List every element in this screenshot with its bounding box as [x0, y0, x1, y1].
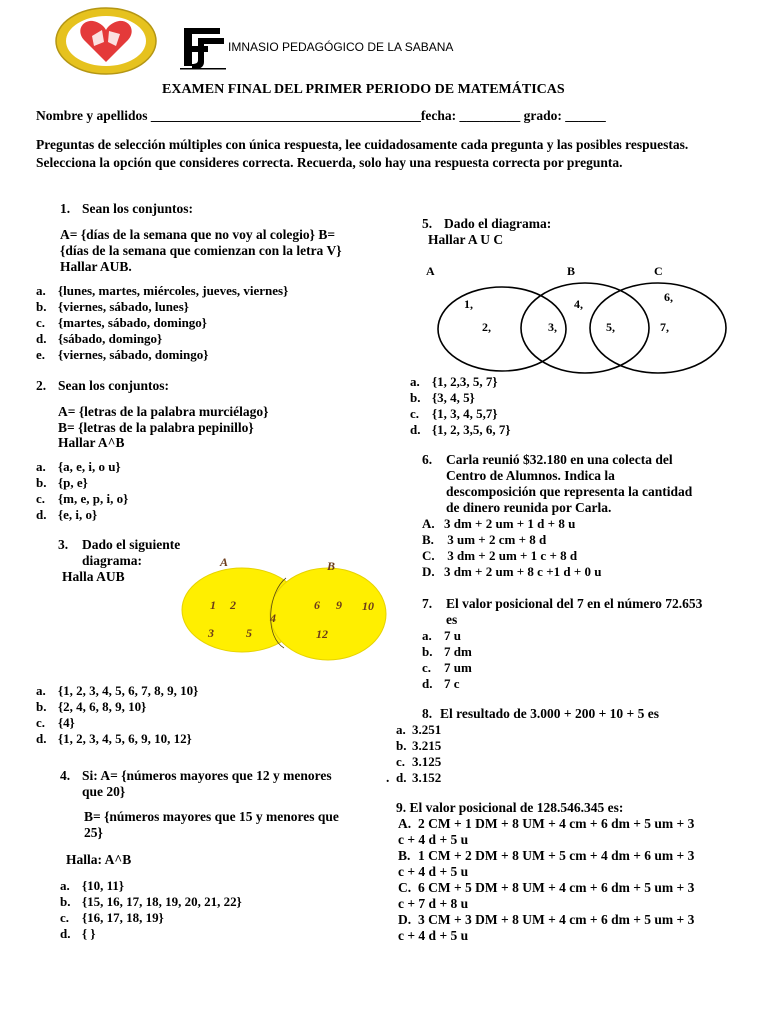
q1-option-letter: b.	[36, 299, 47, 314]
q7-option-letter: a.	[422, 628, 432, 643]
q1-option-c[interactable]	[36, 315, 207, 331]
q1-option-letter: d.	[36, 331, 47, 346]
venn-label-a: A	[426, 264, 435, 278]
q4-option-letter: b.	[60, 894, 71, 909]
q6-option-letter: C.	[422, 548, 435, 563]
q5-option-text: {1, 2, 3,5, 6, 7}	[432, 422, 511, 437]
q4-line-2: que 20}	[82, 784, 126, 799]
q4-option-b[interactable]	[60, 894, 242, 910]
q7-option-letter: b.	[422, 644, 433, 659]
q8-option-c[interactable]	[396, 754, 441, 770]
q5-option-letter: a.	[410, 374, 420, 389]
q7-option-letter: d.	[422, 676, 433, 691]
q3-option-text: {2, 4, 6, 8, 9, 10}	[58, 699, 147, 714]
q4-option-letter: c.	[60, 910, 70, 925]
q6-option-letter: A.	[422, 516, 435, 531]
q9-option-text: 3 CM + 3 DM + 8 UM + 4 cm + 6 dm + 5 um + 3	[418, 912, 695, 927]
q6-option-letter: D.	[422, 564, 435, 579]
q6-option-text: 3 um + 2 cm + 8 d	[444, 532, 547, 547]
venn-value: 6	[314, 598, 320, 612]
q9-option-text-cont: c + 7 d + 8 u	[398, 896, 469, 911]
q3-option-text: {1, 2, 3, 4, 5, 6, 7, 8, 9, 10}	[58, 683, 199, 698]
venn-value: 4	[270, 611, 276, 625]
q4-line-3: B= {números mayores que 15 y menores que	[84, 809, 339, 824]
q3-option-d[interactable]	[36, 731, 192, 747]
q9-option-text: 2 CM + 1 DM + 8 UM + 4 cm + 6 dm + 5 um + 3	[418, 816, 695, 831]
q5-option-d[interactable]	[410, 422, 511, 438]
venn-diagram-abc	[420, 256, 740, 386]
q9-option-text: 6 CM + 5 DM + 8 UM + 4 cm + 6 dm + 5 um + 3	[418, 880, 695, 895]
venn-value: 12	[316, 627, 328, 641]
q3-line-1: Dado el siguiente	[82, 537, 181, 552]
q4-option-c[interactable]	[60, 910, 164, 926]
venn-label-a: A	[220, 555, 229, 569]
q1-option-b[interactable]	[36, 299, 189, 315]
q3-line-3: Halla AUB	[62, 569, 125, 584]
q2-option-text: {e, i, o}	[58, 507, 98, 522]
venn-value: 1	[210, 598, 216, 612]
venn-value: 9	[336, 598, 342, 612]
q9-option-text-cont: c + 4 d + 5 u	[398, 832, 469, 847]
q8-option-b[interactable]	[396, 738, 441, 754]
q5-option-letter: c.	[410, 406, 420, 421]
q2-option-a[interactable]	[36, 459, 121, 475]
q6-option-d[interactable]	[422, 564, 601, 580]
venn-value: 10	[362, 599, 374, 613]
q3-option-c[interactable]	[36, 715, 75, 731]
q6-option-a[interactable]	[422, 516, 575, 532]
q9-option-b[interactable]	[398, 848, 694, 880]
q1-stem: Sean los conjuntos:	[82, 201, 194, 216]
q2-line-1: A= {letras de la palabra murciélago}	[58, 404, 269, 419]
q7-option-b[interactable]	[422, 644, 472, 660]
q1-line-2: {días de la semana que comienzan con la letra V}	[60, 243, 342, 258]
q2-option-text: {p, e}	[58, 475, 88, 490]
q7-option-text: 7 um	[444, 660, 472, 675]
q5-option-text: {3, 4, 5}	[432, 390, 475, 405]
venn-value: 2,	[482, 320, 491, 334]
student-fields-line: Nombre y apellidos ________________________________________fecha: _________ grado: ______	[36, 108, 606, 123]
q6-line-2: Centro de Alumnos. Indica la	[446, 468, 615, 483]
q2-option-letter: d.	[36, 507, 47, 522]
q8-option-d[interactable]	[396, 770, 441, 786]
q5-line-2: Hallar A U C	[428, 232, 504, 247]
q7-option-d[interactable]	[422, 676, 460, 692]
q1-option-text: {viernes, sábado, domingo}	[58, 347, 209, 362]
q8-option-text: 3.251	[412, 722, 442, 737]
q9-option-a[interactable]	[398, 816, 694, 848]
q5-option-text: {1, 2,3, 5, 7}	[432, 374, 498, 389]
q9-option-text-cont: c + 4 d + 5 u	[398, 864, 469, 879]
q8-line-1: El resultado de 3.000 + 200 + 10 + 5 es	[440, 706, 659, 721]
q3-option-letter: b.	[36, 699, 47, 714]
q9-option-text-cont: c + 4 d + 5 u	[398, 928, 469, 943]
set-b-circle	[521, 283, 649, 373]
q2-option-text: {m, e, p, i, o}	[58, 491, 129, 506]
q9-line-1: 9. El valor posicional de 128.546.345 es:	[396, 800, 624, 815]
q4-line-1: Si: A= {números mayores que 12 y menores	[82, 768, 332, 783]
q2-line-2: B= {letras de la palabra pepinillo}	[58, 420, 254, 435]
q1-option-text: {martes, sábado, domingo}	[58, 315, 207, 330]
q1-option-d[interactable]	[36, 331, 162, 347]
q3-option-letter: d.	[36, 731, 47, 746]
school-name: IMNASIO PEDAGÓGICO DE LA SABANA	[228, 40, 454, 54]
venn-label-b: B	[567, 264, 576, 278]
q2-option-b[interactable]	[36, 475, 88, 491]
venn-value: 6,	[664, 290, 673, 304]
venn-value: 5	[246, 626, 252, 640]
q8-option-letter: a.	[396, 722, 406, 737]
q8-option-letter: d.	[396, 770, 407, 785]
q8-option-a[interactable]	[396, 722, 441, 738]
q6-option-text: 3 dm + 2 um + 1 d + 8 u	[444, 516, 576, 531]
q6-option-letter: B.	[422, 532, 434, 547]
q1-option-e[interactable]	[36, 347, 208, 363]
q4-number: 4.	[60, 768, 71, 783]
q6-option-text: 3 dm + 2 um + 8 c +1 d + 0 u	[444, 564, 602, 579]
q1-line-1: A= {días de la semana que no voy al colegio} B=	[60, 227, 336, 242]
q1-option-letter: a.	[36, 283, 46, 298]
q4-option-letter: d.	[60, 926, 71, 941]
q8-option-text: 3.215	[412, 738, 442, 753]
q8-option-text: 3.152	[412, 770, 442, 785]
q4-line-4: 25}	[84, 825, 103, 840]
q3-option-letter: a.	[36, 683, 46, 698]
q1-line-3: Hallar AUB.	[60, 259, 132, 274]
q5-option-b[interactable]	[410, 390, 475, 406]
q9-option-letter: C.	[398, 880, 412, 895]
q3-option-b[interactable]	[36, 699, 146, 715]
q3-number: 3.	[58, 537, 69, 552]
q2-option-c[interactable]	[36, 491, 128, 507]
q1-option-letter: c.	[36, 315, 46, 330]
q7-option-letter: c.	[422, 660, 432, 675]
q5-option-text: {1, 3, 4, 5,7}	[432, 406, 498, 421]
q7-option-text: 7 c	[444, 676, 460, 691]
q5-option-a[interactable]	[410, 374, 498, 390]
q2-number: 2.	[36, 378, 47, 393]
q5-line-1: Dado el diagrama:	[444, 216, 552, 231]
q8-option-letter: c.	[396, 754, 406, 769]
exam-title: EXAMEN FINAL DEL PRIMER PERIODO DE MATEMÁTICAS	[162, 82, 565, 97]
q5-number: 5.	[422, 216, 433, 231]
venn-value: 2	[230, 598, 236, 612]
q9-option-d[interactable]	[398, 912, 694, 944]
q9-option-letter: D.	[398, 912, 412, 927]
q8-option-letter: b.	[396, 738, 407, 753]
q6-number: 6.	[422, 452, 433, 467]
q1-number: 1.	[60, 201, 71, 216]
q4-option-text: {15, 16, 17, 18, 19, 20, 21, 22}	[82, 894, 242, 909]
venn-label-b: B	[327, 559, 336, 573]
q8-stray-mark: .	[386, 770, 390, 785]
q6-option-c[interactable]	[422, 548, 577, 564]
q9-option-letter: A.	[398, 816, 412, 831]
q6-option-text: 3 dm + 2 um + 1 c + 8 d	[444, 548, 578, 563]
q5-option-letter: d.	[410, 422, 421, 437]
q4-option-text: {16, 17, 18, 19}	[82, 910, 164, 925]
q1-option-a[interactable]	[36, 283, 288, 299]
q3-option-a[interactable]	[36, 683, 198, 699]
q2-option-d[interactable]	[36, 507, 97, 523]
q4-option-text: {10, 11}	[82, 878, 125, 893]
q1-option-text: {sábado, domingo}	[58, 331, 163, 346]
q7-option-a[interactable]	[422, 628, 461, 644]
q9-option-letter: B.	[398, 848, 411, 863]
q2-option-letter: a.	[36, 459, 46, 474]
q1-option-text: {viernes, sábado, lunes}	[58, 299, 189, 314]
school-logo-mark	[180, 22, 226, 72]
q2-option-letter: c.	[36, 491, 46, 506]
set-b-circle	[270, 568, 386, 660]
set-a-circle	[438, 287, 566, 371]
q5-option-letter: b.	[410, 390, 421, 405]
q1-option-text: {lunes, martes, miércoles, jueves, viernes}	[58, 283, 289, 298]
q6-line-3: descomposición que representa la cantidad	[446, 484, 693, 499]
q7-option-c[interactable]	[422, 660, 472, 676]
q7-number: 7.	[422, 596, 433, 611]
venn-value: 1,	[464, 297, 473, 311]
q9-option-text: 1 CM + 2 DM + 8 UM + 5 cm + 4 dm + 6 um + 3	[418, 848, 695, 863]
venn-value: 4,	[574, 297, 583, 311]
q7-line-1: El valor posicional del 7 en el número 72.653	[446, 596, 703, 611]
q8-option-text: 3.125	[412, 754, 442, 769]
q7-line-2: es	[446, 612, 458, 627]
school-seal	[54, 6, 158, 76]
q6-line-4: de dinero reunida por Carla.	[446, 500, 612, 515]
venn-diagram-ab	[180, 552, 390, 672]
q2-stem: Sean los conjuntos:	[58, 378, 170, 393]
q3-option-letter: c.	[36, 715, 46, 730]
q5-option-c[interactable]	[410, 406, 498, 422]
q6-line-1: Carla reunió $32.180 en una colecta del	[446, 452, 673, 467]
venn-label-c: C	[654, 264, 663, 278]
q9-option-c[interactable]	[398, 880, 694, 912]
venn-value: 5,	[606, 320, 615, 334]
q7-option-text: 7 dm	[444, 644, 472, 659]
q4-option-d[interactable]	[60, 926, 96, 942]
q3-option-text: {1, 2, 3, 4, 5, 6, 9, 10, 12}	[58, 731, 192, 746]
q4-option-text: { }	[82, 926, 96, 941]
q8-number: 8.	[422, 706, 433, 721]
venn-value: 3,	[548, 320, 557, 334]
q2-line-3: Hallar A^B	[58, 435, 125, 450]
instructions: Preguntas de selección múltiples con única respuesta, lee cuidadosamente cada pregunta y las posibles respuestas. Selecciona la opción que consideres correcta. Recuerda, solo hay una respuesta correcta por pregunta.	[36, 137, 689, 170]
q3-line-2: diagrama:	[82, 553, 142, 568]
q4-line-5: Halla: A^B	[66, 852, 132, 867]
q2-option-letter: b.	[36, 475, 47, 490]
q7-option-text: 7 u	[444, 628, 461, 643]
q3-option-text: {4}	[58, 715, 75, 730]
q4-option-letter: a.	[60, 878, 70, 893]
venn-value: 7,	[660, 320, 669, 334]
q6-option-b[interactable]	[422, 532, 546, 548]
q2-option-text: {a, e, i, o u}	[58, 459, 121, 474]
q4-option-a[interactable]	[60, 878, 124, 894]
venn-value: 3	[208, 626, 214, 640]
q1-option-letter: e.	[36, 347, 46, 362]
